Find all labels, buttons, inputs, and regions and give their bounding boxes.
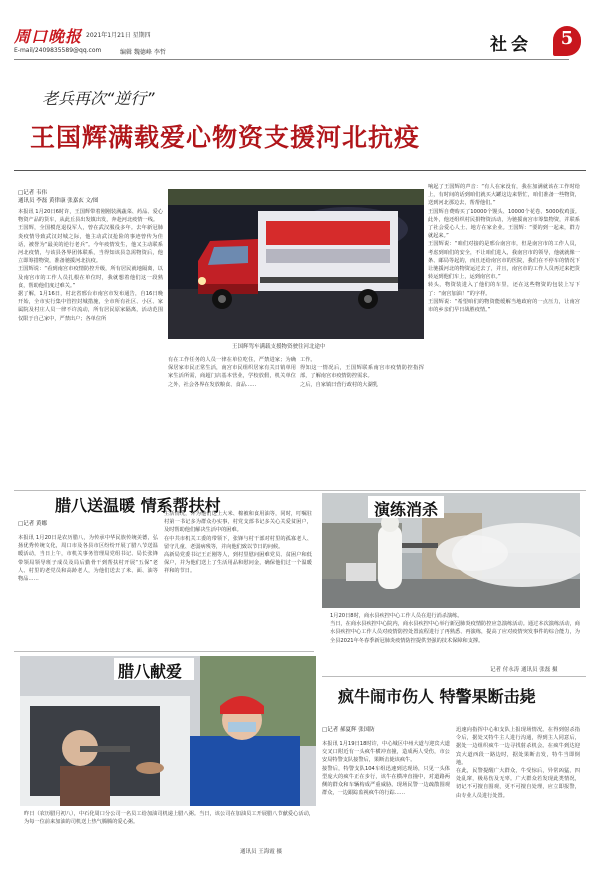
story4-headline: 腊八献爱 <box>118 662 183 681</box>
story2-body-col1: 本报讯 1月20日是农历腊八，为传承中华民族传统美德，弘扬优秀传统文化，周口市及各县市区纷纷开展了腊八节送温暖活动，当日上午，市机关事务管理局党组书记、局长张锋带领局领导班子成员及局后勤骨干到帮扶村开展“五保”老人、村里的老党员和高龄老人，为他们送去了米、面、油等物品…… <box>18 535 158 583</box>
story2-byline: □记者 黄娜 <box>18 521 47 527</box>
email: E-mail/2409835589@qq.com <box>14 47 102 54</box>
masthead-rule <box>14 59 569 60</box>
main-body-col3: 响起了王国辉的声音：“有人在家没有，我在加满就该在工作时给上，有时间的话到咱们就买大罐这边来帮忙，咱们准备一些物资，送到河北那边去，帮帮他们。” 王国辉自费购买了10000个馒头、10000个花卷、5000枚鸡蛋。此外，他还组织村民捐物资活动，为驰援南宫市筹集物资，并联系了社会爱心人士、地方在家企业。王国辉：“要的到一起来，群力就起来。” 王国辉说：“咱们对接的是邢台南宫市，但是南宫市的工作人员，考虑到咱们的安全，不让咱们进入，我南宫市的领导，他就就像一条、邮局等起的，而且还给南宫市的医院，我们在不停车的情况下让驰援河北的物资运过去了，并且，南宫市的工作人员再过来把货转运到他们车上，运到南宫市。” 转头，物资装进入了他们的车里，还在这些物资的包装上写下了：“南宫加油！”的字样。 王国辉说：“希望咱们的物资能缓解当地政府的一点压力，让南宫市的乡亲们早日战胜疫情。” <box>428 184 580 314</box>
masthead <box>0 0 600 74</box>
page-editor: 编辑 魏德峰 李哲 <box>120 49 166 56</box>
story2-headline: 腊八送温暖 情系帮扶村 <box>55 496 221 515</box>
story4-credit: 通讯员 王海霞 摄 <box>240 849 282 855</box>
issue-date: 2021年1月21日 星期四 <box>86 32 151 39</box>
newspaper-logo: 周口晚报 <box>14 27 83 46</box>
section-rule-1 <box>14 490 586 491</box>
main-photo-truck <box>168 189 424 339</box>
page-number: 5 <box>560 28 574 49</box>
story2-body-col2: 生活情况，并为他们送上大米、棉被和食用油等，同时，叮嘱驻村第一书记多为群众办实事，村党支部书记多关心关爱贫困户，及时帮助他们解决生活中的困难。 在中共市机关工委的带领下，张锋与村干部对村里的孤寡老人、留守儿童、老弱病残等，并向他们致以节日的问候。 高新局党委书记王正刚等人，到村里慰问困难党员、贫困户和低保户，并为他们送上了生活用品和慰问金，确保他们过一个温暖祥和的节日。 <box>164 511 312 575</box>
story5-body-col1: 本报讯 1月19日18时许，中心城区中州大道与迎宾大道交叉口附近有一头疯牛横冲直撞，造成两人受伤，市公安局特警支队接警后，果断击毙该疯牛。 接警后，特警支队104车组迅速到达现场，只见一头体型庞大的疯牛正在步行，该牛在横冲直撞中，对道路两侧的群众和车辆构成严重威胁。现场民警一边疏散围观群众，一边跟踪监视疯牛的行踪…… <box>322 741 450 797</box>
section-rule-3 <box>322 676 586 677</box>
section-rule-2 <box>14 651 314 652</box>
main-headline: 王国辉满载爱心物资支援河北抗疫 <box>30 123 421 152</box>
main-body-col1: 本报讯 1月20日6时许，王国辉带着刚刚装满蔬菜、药品、爱心物资产品的货车，从此丘县出发镇出发，奔赴河北疫情一线。 王国辉，全国模范退役军人，曾在武汉服役多年。去年新冠肺炎疫情导致武汉封城之际，他主动武汉抢险的事迹曾传为佳话，被誉为“最美的逆行老兵”。今年疫情发生，他又主动联系河北疫情，与该县各界团体联系，当得知该县急需物资后，他立即筹措物资，准备驰援河北抗疫。 王国辉说：“看到南宫市疫情防控升级，所有居民就地隔离，以及南宫市的工作人员扎根在单位时，我就想着他们这一段熟食，帮助他们度过难关。” 据了解，1月16日，村北省邢台市南宫市发布通告，自16日晚开始，全市实行集中管控封城措施，全市所有社区、小区、家属院及村庄人员一律不许流动，所有居民原家隔离，活动范围仅限于自己家中，严禁出户；各单位所 <box>18 209 163 322</box>
main-kicker: 老兵再次“逆行” <box>42 89 155 108</box>
main-body-col2: 有在工作任务的人员一律在单位吃住，严禁进家；为确保居家市民正常生活，南宫市民组织居家有关日销单用家生活所需，商超门店基本营业，学校放假，机关单位之外，社会各界在发放粮食、食品…… <box>168 357 296 388</box>
story4-caption: 昨日（农历腊月初八），中石化周口分公司一名员工给加油司机递上腊八粥。当日，该公司在加油员工开展腊八节献爱心活动，为每一位前来加油的司机送上热气腾腾的爱心粥。 <box>24 811 314 826</box>
story5-byline: □记者 郝夏辉 张国防 <box>322 727 375 733</box>
story5-headline: 疯牛闹市伤人 特警果断击毙 <box>338 687 536 706</box>
disinfection-illustration <box>322 493 580 608</box>
main-body-col2b: 工作。 得知这一情况后，王国辉联系南宫市疫情防控指挥部，了解南宫市疫情防控需求。 之后，自家镇曰营行政村的大湖乳 <box>300 357 424 388</box>
story3-credit: 记者 付永涛 通讯员 张磊 摄 <box>490 667 558 673</box>
headline-rule <box>14 170 586 171</box>
section-name: 社会 <box>490 35 532 55</box>
story3-photo-disinfection <box>322 493 580 608</box>
story5-body-col2: 迅速向指挥中心和支队上报现场情况。在得到射杀指令后，据处又特牛主人进行沟通，得到主人同意后，据处一边组织疯牛一边寻找射杀机会。在疯牛到达迎宾大道西段一路边时，据处果断击发，特牛当即倒地。 在此，民警提醒广大群众，牛受惊后，异常凶猛，四处乱窜，极易伤及无辜。广大群众若发现此类情况，切记不可擅自围观，更不可擅自处理，应立即报警，由专业人员进行处置。 <box>456 727 580 799</box>
story3-caption: 1月20日8时，商水县疾控中心工作人员在进行消杀演练。 当日，在商水县疾控中心院内，商水县疾控中心举行新冠肺炎疫情防控应急演练活动。通过本次演练活动，商水县疾控中心工作人员对疫情防控处置流程进行了再熟悉、再演练，提高了应对疫情突发事件的综合能力，为全县2021年冬春季新冠肺炎疫情防控提供坚强的技术保障和支撑。 <box>330 613 580 644</box>
main-byline: □记者 韦伟 通讯员 李磊 黄律康 张嘉玄 文/图 <box>18 190 99 204</box>
story3-headline: 演练消杀 <box>374 500 439 519</box>
truck-illustration <box>168 189 424 339</box>
main-photo-caption: 王国辉驾车满载支援物资驶往河北途中 <box>232 344 326 350</box>
